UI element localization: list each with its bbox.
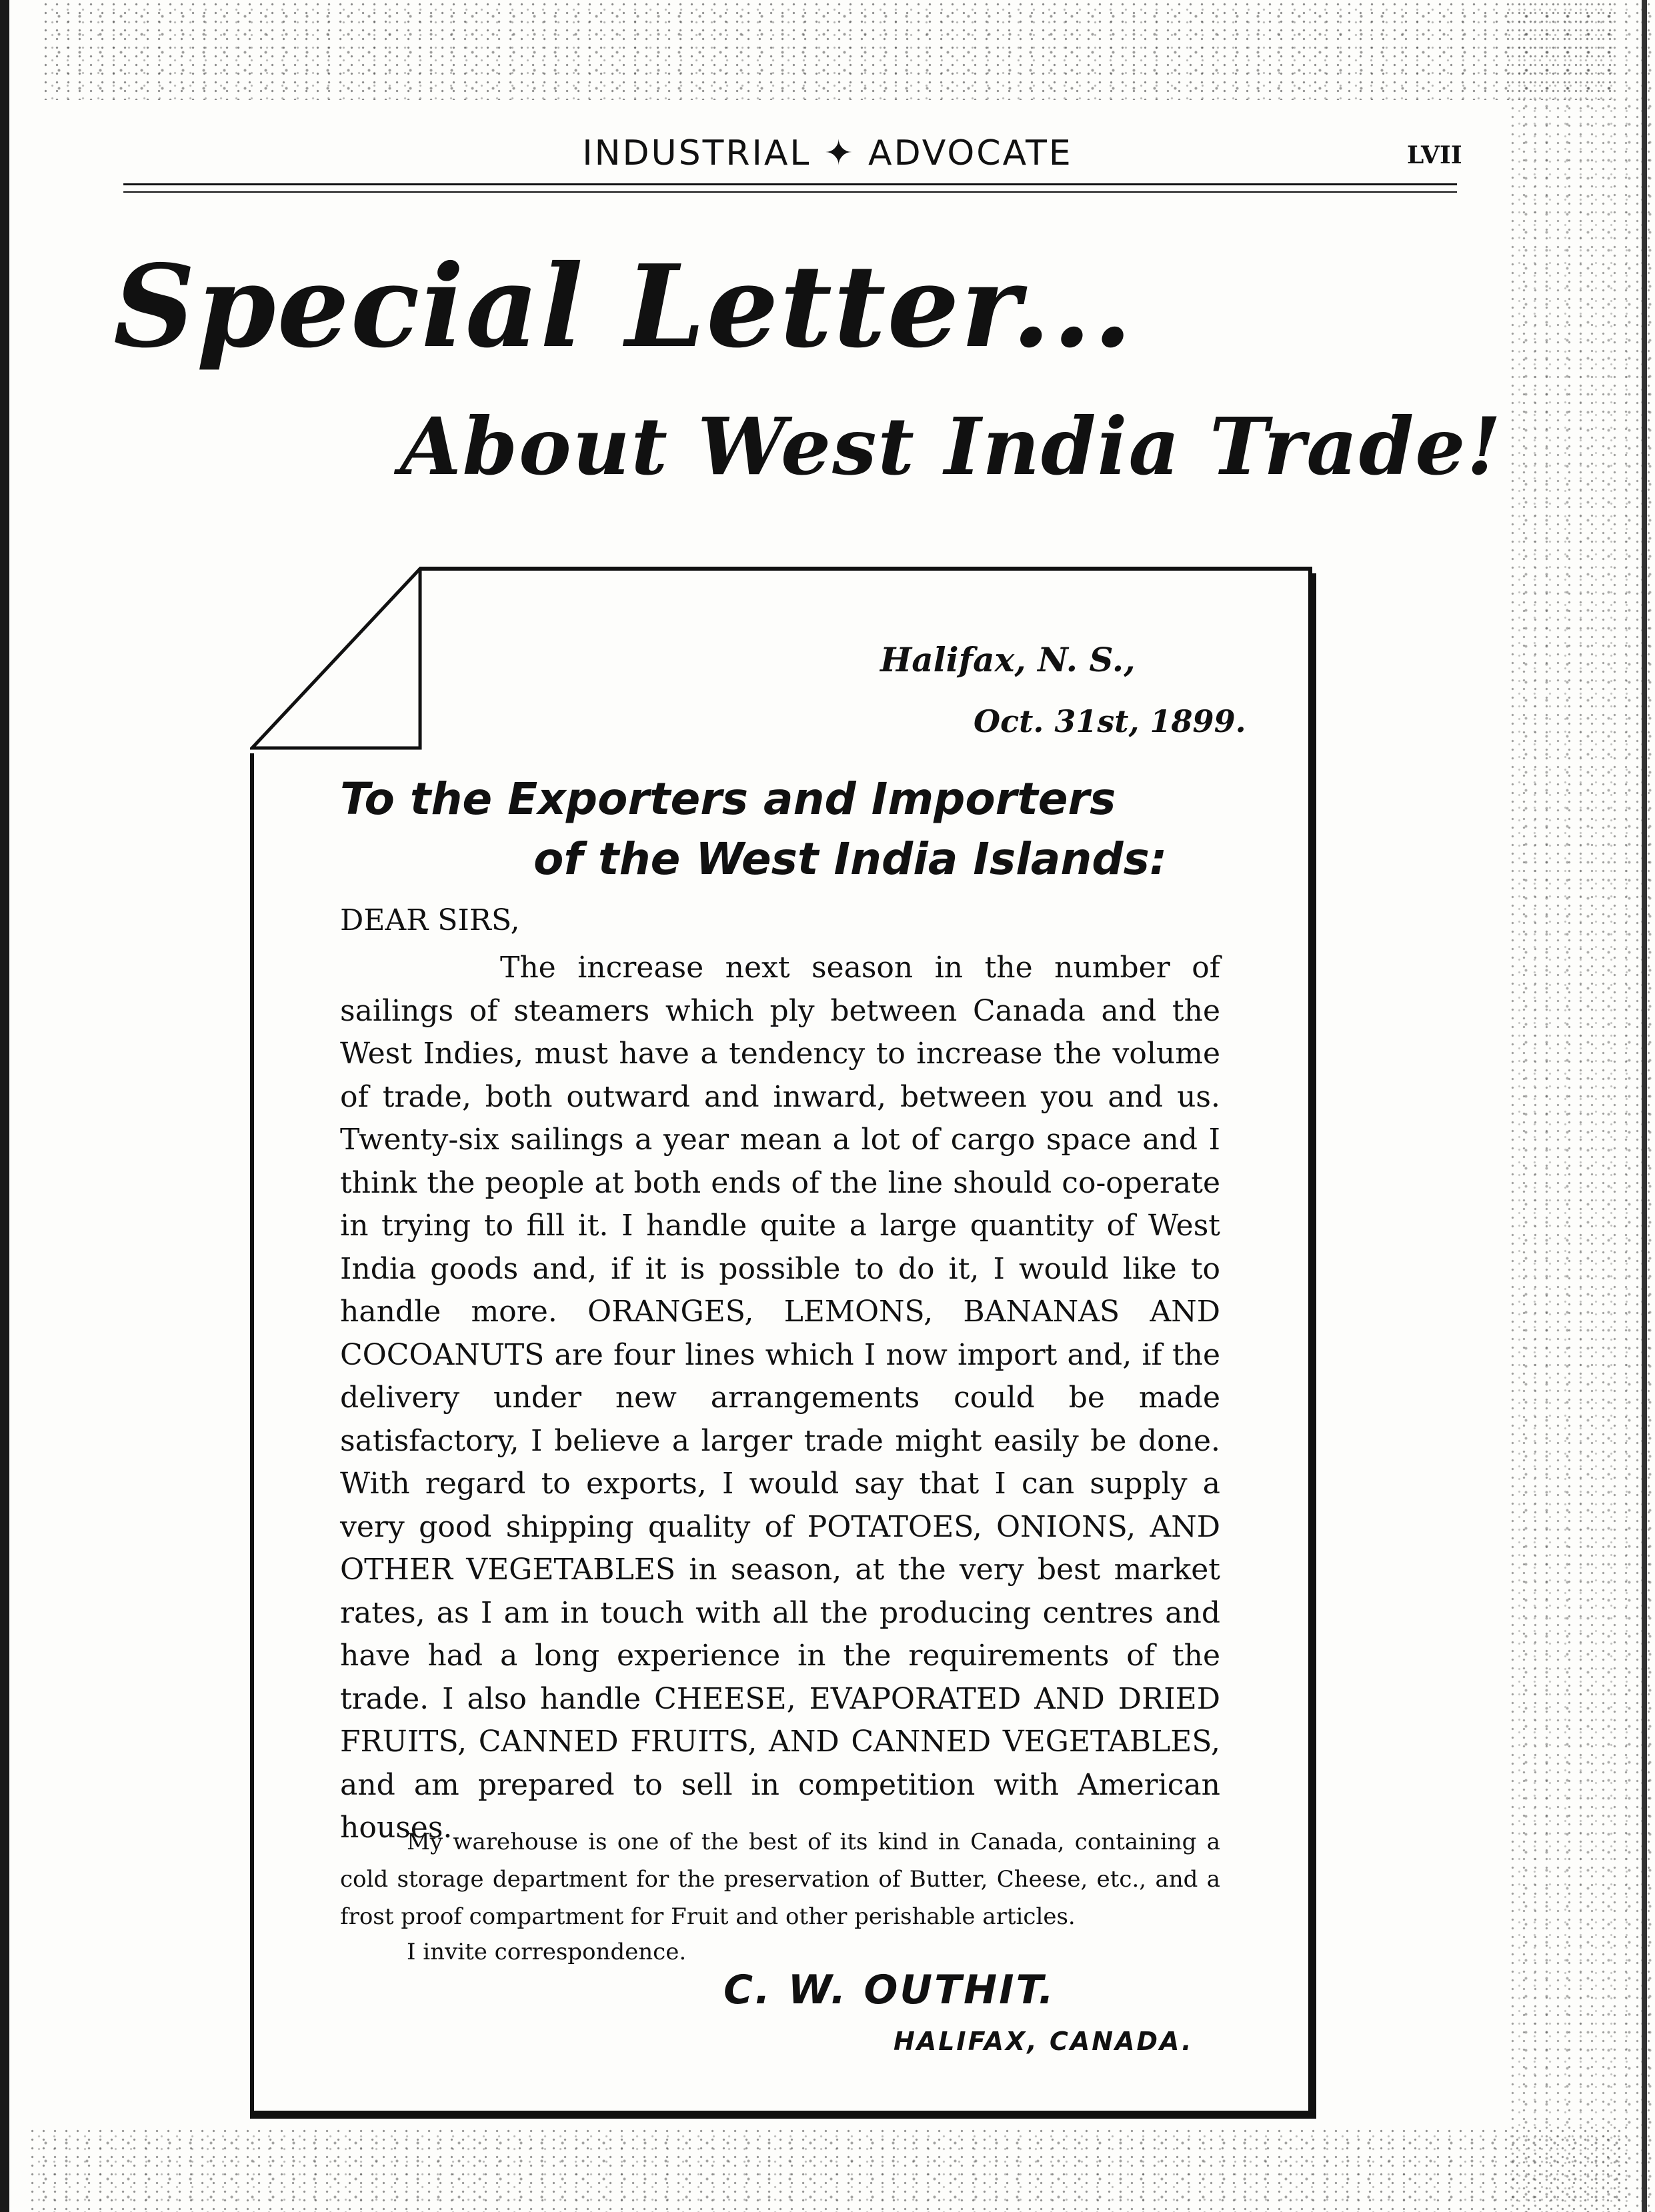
- page-edge-right: [1642, 0, 1647, 2212]
- scan-noise-top: [40, 0, 1614, 100]
- header-rule: [123, 183, 1457, 185]
- letter-salutation: DEAR SIRS,: [340, 903, 520, 937]
- header-rule-thin: [123, 191, 1457, 193]
- page-edge-left: [0, 0, 9, 2212]
- letter-date: Oct. 31st, 1899.: [974, 703, 1246, 739]
- letter-signer-place: HALIFAX, CANADA.: [894, 2027, 1194, 2056]
- publication-title: INDUSTRIAL ✦ ADVOCATE: [582, 133, 1073, 173]
- letter-address-line2: of the West India Islands:: [533, 833, 1168, 885]
- subheadline: About West India Trade!: [400, 400, 1503, 493]
- letter-address-line1: To the Exporters and Importers: [340, 773, 1116, 825]
- headline: Special Letter...: [113, 240, 1134, 373]
- letter-body-small: My warehouse is one of the best of its kind in Canada, containing a cold storage department for the preservation of Butter, Cheese, etc., and a frost proof compartment for Fruit and other perishable articles.: [340, 1829, 1220, 1930]
- letter-signer: C. W. OUTHIT.: [723, 1967, 1056, 2013]
- scan-noise-bottom: [27, 2127, 1627, 2212]
- page-number: LVII: [1407, 141, 1462, 169]
- letter-place: Halifax, N. S.,: [880, 640, 1136, 679]
- letter-body: The increase next season in the number of sailings of steamers which ply between Canada and the West Indies, must have a tendency to increase the volume of trade, both outward and inward, between you and us. Twenty-six sailings a year mean a lot of cargo space and I think the people at both ends of the line should co-operate in trying to fill it. I handle quite a large quantity of West India goods and, if it is possible to do it, I would like to handle more. ORANGES, LEMONS, BANANAS AND COCOANUTS are four lines which I now import and, if the delivery under new arrangements could be made satisfactory, I believe a larger trade might easily be done. With regard to exports, I would say that I can supply a very good shipping quality of POTATOES, ONIONS, AND OTHER VEGETABLES in season, at the very best market rates, as I am in touch with all the producing centres and have had a long experience in the requirements of the trade. I also handle CHEESE, EVAPORATED AND DRIED FRUITS, CANNED FRUITS, AND CANNED VEGETABLES, and am prepared to sell in competition with American houses.: [340, 951, 1220, 1845]
- letter-invite: I invite correspondence.: [407, 1939, 687, 1965]
- scan-noise-right: [1507, 0, 1655, 2212]
